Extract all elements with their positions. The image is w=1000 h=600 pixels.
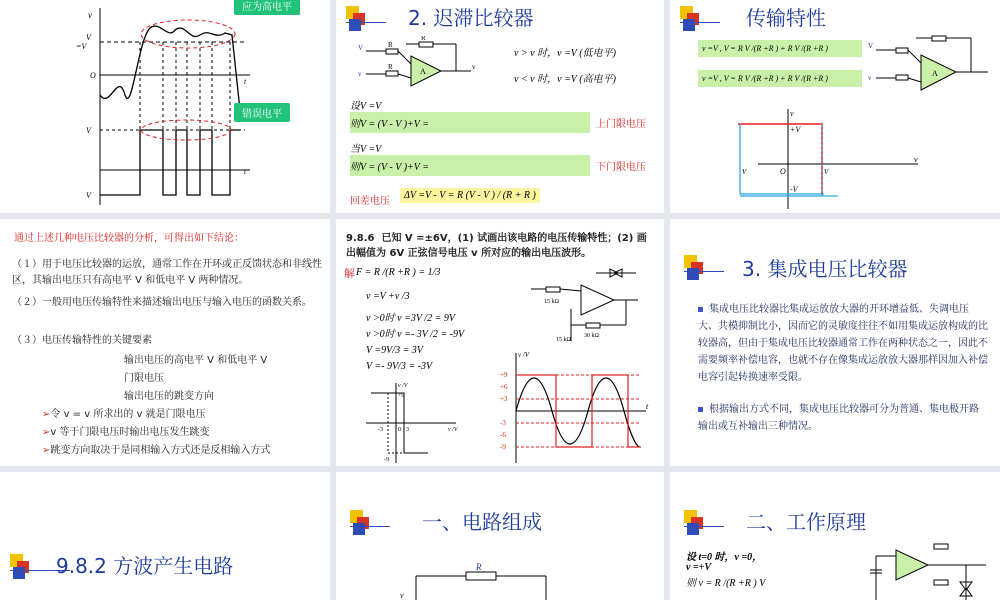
formula-vo-neg: v >0时 v =- 3V /2 = -9V xyxy=(366,329,465,340)
comparator-circuit xyxy=(866,30,996,100)
principle-line2: v =+V xyxy=(686,562,712,573)
tr-xlab: v /V xyxy=(448,427,458,433)
callout-wrong-level: 错误电平 xyxy=(234,103,290,122)
transfer-sketch xyxy=(356,379,476,465)
formula-vo-pos: v >0时 v =3V /2 = 9V xyxy=(366,313,455,324)
principle-line1: 设 t=0 时，v =0， xyxy=(686,552,763,563)
label-vt: V xyxy=(86,33,91,42)
slide-example-986 xyxy=(336,219,664,466)
wave-xaxis: t xyxy=(646,402,649,411)
label-vol: -V xyxy=(790,185,798,194)
circuit-preview xyxy=(396,562,596,600)
label-o: O xyxy=(90,71,96,80)
comparator-circuit xyxy=(356,36,486,96)
tr-plus9: +9 xyxy=(398,393,405,399)
bullet-2: 根据输出方式不同，集成电压比较器可分为普通、集电极开路输出或互补输出三种情况。 xyxy=(698,404,979,432)
waveform-plot xyxy=(496,347,656,465)
label-vt-plus: V xyxy=(824,168,829,176)
label-vol: V xyxy=(86,191,91,200)
formula-f: F = R /(R +R ) = 1/3 xyxy=(356,267,441,278)
tr-0: 0 xyxy=(398,427,401,433)
svg-text:v: v xyxy=(472,63,476,71)
label-voh: V xyxy=(86,126,91,135)
key-element-2: 门限电压 xyxy=(124,373,164,384)
svg-text:R: R xyxy=(421,36,426,42)
label-vref: =V xyxy=(76,42,87,51)
svg-text:v: v xyxy=(868,74,872,82)
slide-title: 2. 迟滞比较器 xyxy=(408,6,534,30)
tr-minus3: -3 xyxy=(378,427,383,433)
formula-vt-plus: V =9V/3 = 3V xyxy=(366,345,423,356)
set-voh: 设V =V xyxy=(350,101,382,112)
slide-working-principle xyxy=(670,472,1000,600)
tick-minus6: -6 xyxy=(500,431,506,439)
svg-text:R: R xyxy=(388,63,393,71)
slide-hysteresis-comparator xyxy=(336,0,664,213)
tip-2: ➢v 等于门限电压时输出电压发生跳变 xyxy=(42,427,210,438)
label-vt-minus: V xyxy=(742,168,747,176)
slide-conclusions xyxy=(0,219,330,466)
key-element-3: 输出电压的跳变方向 xyxy=(124,391,214,402)
tick-plus3: +3 xyxy=(500,395,508,403)
tag-hysteresis: 回差电压 xyxy=(350,196,390,207)
bullet-1: 集成电压比较器比集成运放放大器的开环增益低、失调电压大、共模抑制比小，因而它的灵敏度往往不如用集成运放构成的比较器高，但由于集成电压比较器通常工作在两种状态之一，因此不需要频率补偿电容，也就不存在像集成运放放大器那样因加入补偿电容引起转换速率受限。 xyxy=(698,304,988,383)
conclusion-p2: （２）一般用电压传输特性来描述输出电压与输入电压的函数关系。 xyxy=(12,297,312,308)
slide-transfer-characteristic xyxy=(670,0,1000,213)
slide-title: 9.8.2 方波产生电路 xyxy=(56,554,234,578)
axis-vi: v xyxy=(914,155,918,164)
tr-3: 3 xyxy=(406,427,409,433)
res-30k: 30 kΩ xyxy=(584,333,599,339)
tr-minus9: -9 xyxy=(384,457,389,463)
formula-vp: v =V +v /3 xyxy=(366,291,410,302)
slide-integrated-comparator xyxy=(670,219,1000,466)
cond-greater: v > v 时，v =V (低电平) xyxy=(514,48,616,59)
res-15k-b: 15 kΩ xyxy=(556,337,571,343)
solution-label: 解 xyxy=(344,267,355,280)
principle-line3: 则 v = R /(R +R ) V xyxy=(686,578,766,589)
cond-less: v < v 时，v =V (高电平) xyxy=(514,74,616,85)
svg-text:V: V xyxy=(358,44,364,52)
tag-upper-threshold: 上门限电压 xyxy=(596,119,646,130)
slide-title: 一、电路组成 xyxy=(422,510,542,534)
slide-square-wave-title xyxy=(0,472,330,600)
tick-plus6: +6 xyxy=(500,383,508,391)
slide-circuit-composition xyxy=(336,472,664,600)
svg-text:A: A xyxy=(932,69,938,78)
set-vol: 当V =V xyxy=(350,144,382,155)
callout-should-be-high: 应为高电平 xyxy=(234,0,300,15)
label-voh: +V xyxy=(790,125,801,134)
slide-title: 二、工作原理 xyxy=(746,510,866,534)
tick-plus9: +9 xyxy=(500,371,508,379)
conclusion-heading: 通过上述几种电压比较器的分析，可得出如下结论： xyxy=(14,233,244,244)
key-element-1: 输出电压的高电平 V 和低电平 V xyxy=(124,355,268,366)
svg-text:V: V xyxy=(868,42,874,50)
tag-lower-threshold: 下门限电压 xyxy=(596,162,646,173)
tip-1: ➢令 v = v 所求出的 v 就是门限电压 xyxy=(42,409,206,420)
transfer-plot xyxy=(728,104,928,212)
eq-upper-threshold: 则V = (V - V )+V = xyxy=(350,112,590,133)
formula-vt-minus: V =- 9V/3 = -3V xyxy=(366,361,433,372)
astable-circuit xyxy=(866,542,996,600)
conclusion-p1: （１）用于电压比较器的运放，通常工作在开环或正反馈状态和非线性区，其输出电压只有高电平 V 和低电平 V 两种情况。 xyxy=(12,259,322,286)
res-15k-a: 15 kΩ xyxy=(544,299,559,305)
label-t1: t xyxy=(244,77,247,86)
eq-vt-plus: v =V , V = R V /(R +R ) + R V /(R +R ) xyxy=(698,40,862,57)
tick-minus9: -9 xyxy=(500,443,506,451)
label-vo: v xyxy=(400,591,404,600)
svg-text:v: v xyxy=(358,70,362,78)
eq-lower-threshold: 则V = (V - V )+V = xyxy=(350,155,590,176)
label-t2: t xyxy=(244,167,247,176)
example-circuit xyxy=(526,263,656,343)
label-vi: v xyxy=(88,10,92,20)
problem-statement: 9.8.6 已知 V =±6V，(1) 试画出该电路的电压传输特性；(2) 画出幅值为 6V 正弦信号电压 v 所对应的输出电压波形。 xyxy=(346,233,647,259)
label-o: O xyxy=(780,167,786,176)
axis-vo: v xyxy=(790,109,794,118)
tip-3: ➢跳变方向取决于是同相输入方式还是反相输入方式 xyxy=(42,445,271,456)
tr-ylab: v /V xyxy=(398,383,408,389)
tick-minus3: -3 xyxy=(500,419,506,427)
slide-title: 传输特性 xyxy=(746,6,826,30)
label-r: R xyxy=(476,562,482,572)
conclusion-p3: （３）电压传输特性的关键要素 xyxy=(12,335,152,346)
svg-text:R: R xyxy=(388,41,393,49)
wave-yaxis: v /V xyxy=(518,351,530,359)
eq-vt-minus: v =V , V = R V /(R +R ) + R V /(R +R ) xyxy=(698,70,862,87)
slide-waveform xyxy=(0,0,330,213)
eq-hysteresis: ΔV =V - V = R (V - V ) / (R + R ) xyxy=(400,188,540,203)
slide-title: 3. 集成电压比较器 xyxy=(742,257,908,281)
svg-text:A: A xyxy=(420,67,426,76)
